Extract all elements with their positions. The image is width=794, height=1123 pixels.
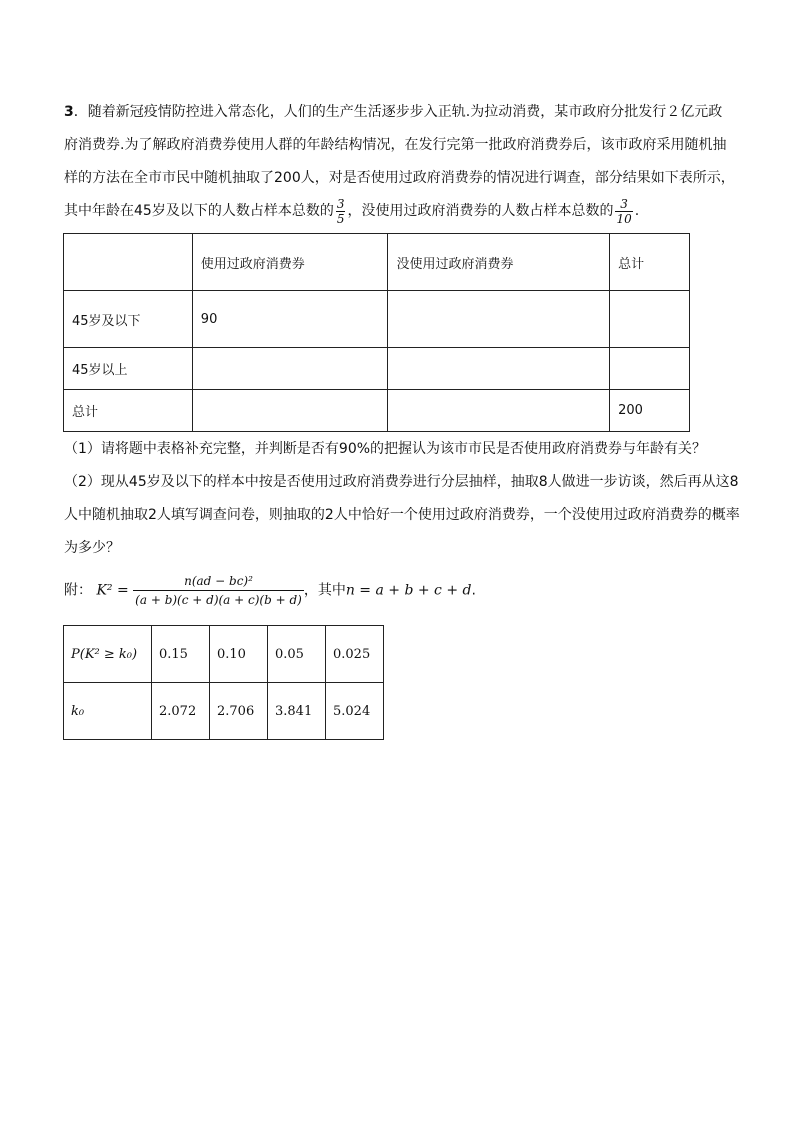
table-cell: 3.841 bbox=[268, 683, 326, 740]
table-cell: 2.072 bbox=[152, 683, 210, 740]
table-cell: 0.15 bbox=[152, 626, 210, 683]
formula-suffix-text: ，其中 bbox=[303, 582, 346, 599]
problem-intro-text: ．随着新冠疫情防控进入常态化，人们的生产生活逐步步入正轨.为拉动消费，某市政府分批发行２亿元政府消费券.为了解政府消费券使用人群的年龄结构情况，在发行完第一批政府消费券后，该市政府采用随机抽样的方法在全市市民中随机抽取了200人，对是否使用过政府消费券的情况进行调查，部分结果如下表所示，其中年龄在45岁及以下的人数占样本总数的 bbox=[64, 104, 735, 219]
fraction-denominator: 10 bbox=[616, 211, 632, 226]
table-cell: 总计 bbox=[64, 390, 193, 432]
table-cell: 0.05 bbox=[268, 626, 326, 683]
fraction-numerator: 3 bbox=[336, 196, 345, 211]
table-cell: 90 bbox=[192, 291, 388, 348]
table-cell bbox=[192, 348, 388, 390]
table-cell bbox=[610, 291, 690, 348]
table-cell: 2.706 bbox=[210, 683, 268, 740]
table-header-cell bbox=[64, 234, 193, 291]
problem-intro-end: . bbox=[634, 203, 640, 219]
table-row-label: P(K² ≥ k₀) bbox=[64, 626, 152, 683]
table-row bbox=[64, 390, 690, 432]
table-cell: 45岁及以下 bbox=[64, 291, 193, 348]
table-cell bbox=[388, 390, 610, 432]
formula-end: . bbox=[471, 582, 476, 599]
table-row bbox=[64, 683, 384, 740]
chi-square-formula bbox=[64, 572, 476, 618]
formula-lhs: K² = bbox=[96, 582, 129, 599]
problem-statement bbox=[64, 96, 736, 228]
table-cell: 200 bbox=[610, 390, 690, 432]
table-cell: 45岁以上 bbox=[64, 348, 193, 390]
table-row-label: k₀ bbox=[64, 683, 152, 740]
table-header-cell: 总计 bbox=[610, 234, 690, 291]
fraction-denominator: 5 bbox=[336, 211, 345, 226]
formula-suffix-math: n = a + b + c + d bbox=[345, 582, 472, 599]
table-header-row bbox=[64, 234, 690, 291]
critical-value-table bbox=[63, 625, 384, 740]
question-1: （1）请将题中表格补充完整，并判断是否有90%的把握认为该市市民是否使用政府消费券与年龄有关？ bbox=[64, 441, 707, 457]
table-cell: 0.025 bbox=[326, 626, 384, 683]
formula-denominator: (a + b)(c + d)(a + c)(b + d) bbox=[133, 590, 304, 609]
table-row bbox=[64, 348, 690, 390]
table-cell bbox=[192, 390, 388, 432]
formula-numerator: n(ad − bc)² bbox=[184, 574, 253, 588]
problem-number: 3 bbox=[64, 104, 74, 120]
fraction-three-tenths bbox=[615, 197, 632, 226]
table-cell: 5.024 bbox=[326, 683, 384, 740]
fraction-numerator: 3 bbox=[620, 196, 628, 211]
formula-prefix: 附： bbox=[64, 582, 92, 599]
fraction-three-fifths bbox=[336, 197, 346, 226]
question-2: （2）现从45岁及以下的样本中按是否使用过政府消费券进行分层抽样，抽取8人做进一步访谈，然后再从这8人中随机抽取2人填写调查问卷，则抽取的2人中恰好一个使用过政府消费券，一个没使用过政府消费券的概率为多少？ bbox=[64, 474, 740, 556]
table-header-cell: 使用过政府消费券 bbox=[192, 234, 388, 291]
formula-fraction bbox=[133, 572, 304, 609]
table-cell bbox=[610, 348, 690, 390]
table-cell bbox=[388, 348, 610, 390]
table-cell: 0.10 bbox=[210, 626, 268, 683]
problem-intro-text-2: ，没使用过政府消费券的人数占样本总数的 bbox=[347, 203, 614, 219]
table-cell bbox=[388, 291, 610, 348]
contingency-table bbox=[63, 233, 690, 432]
table-row bbox=[64, 626, 384, 683]
table-row bbox=[64, 291, 690, 348]
table-header-cell: 没使用过政府消费券 bbox=[388, 234, 610, 291]
